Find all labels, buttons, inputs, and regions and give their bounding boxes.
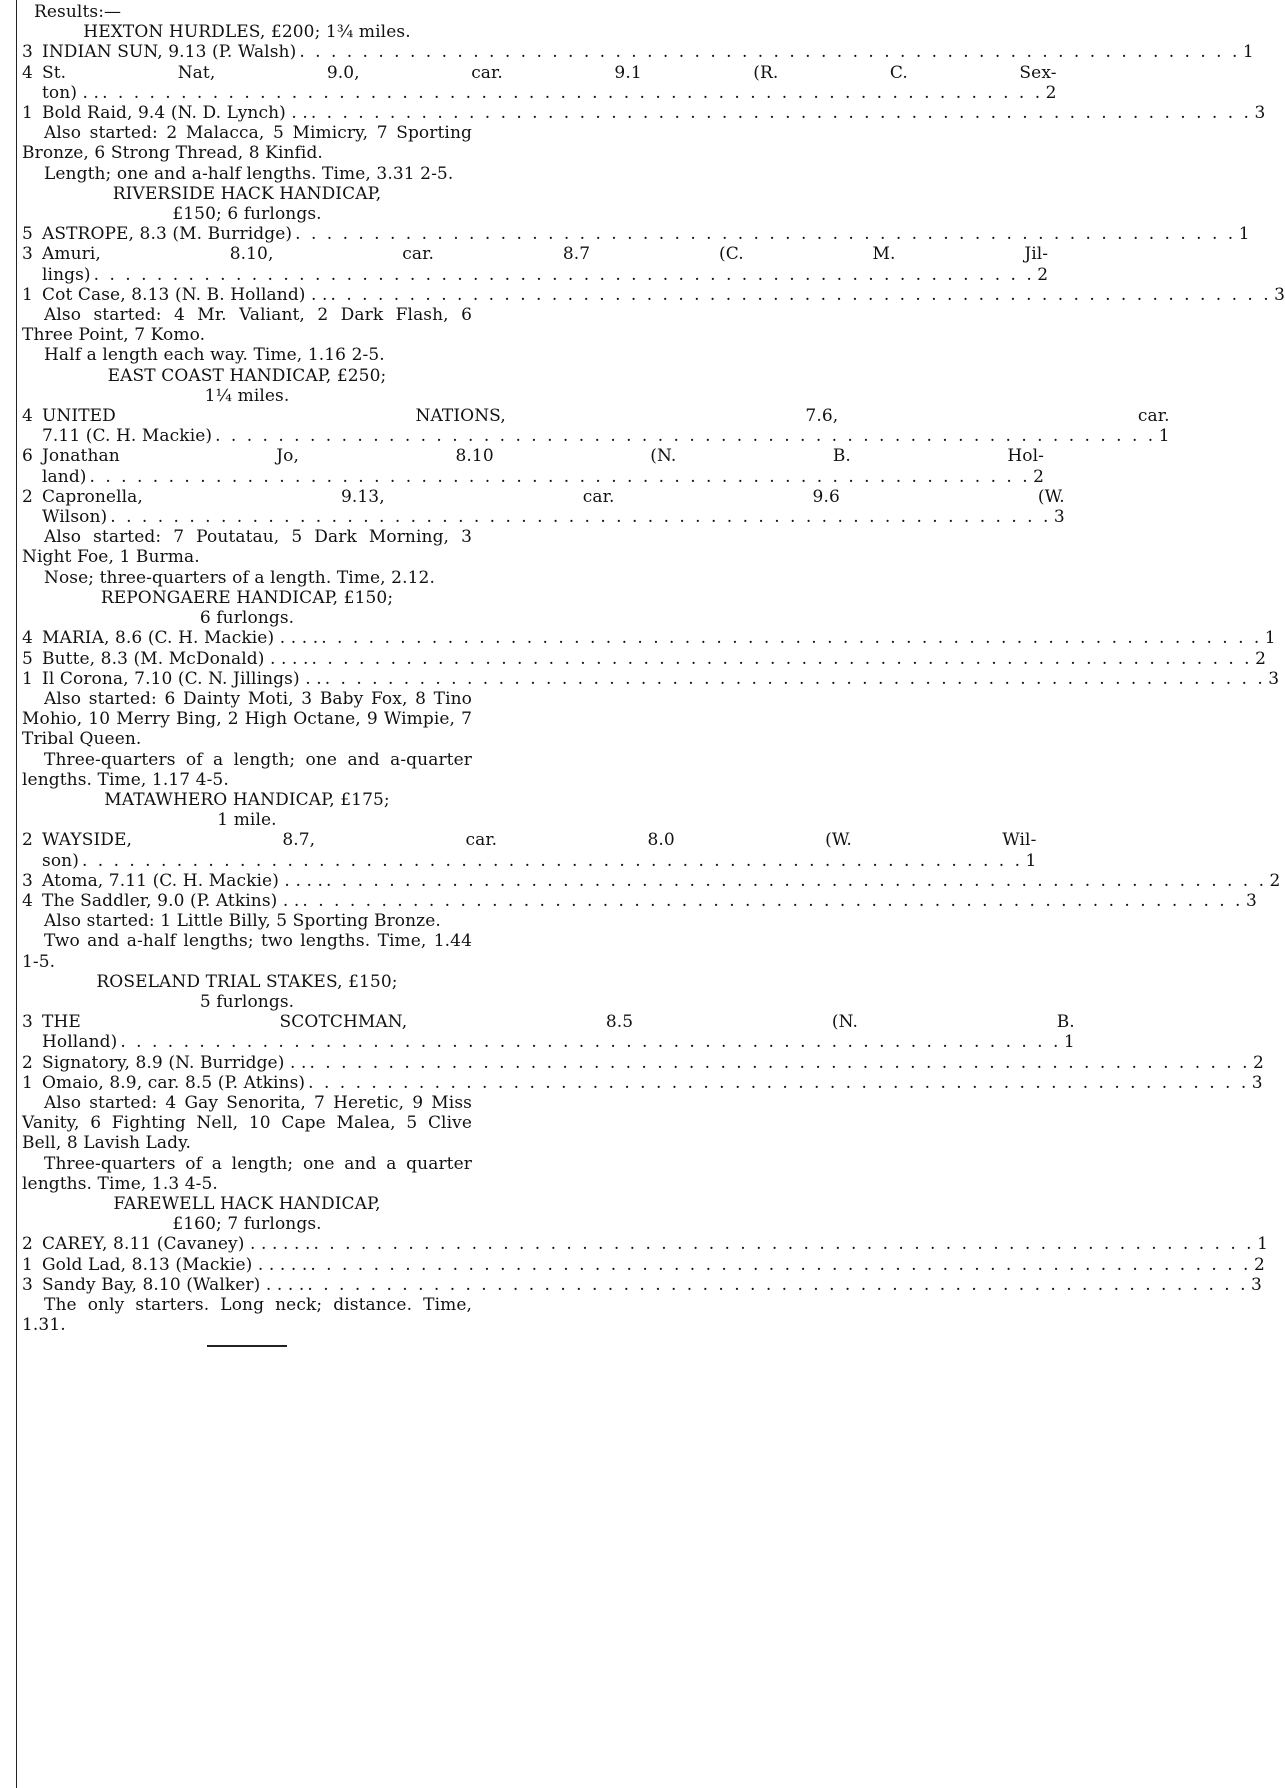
race-subtitle: 6 furlongs.: [199, 608, 295, 629]
result-entry: [22, 244, 1049, 285]
race-title: EAST COAST HANDICAP, £250;: [107, 365, 387, 386]
leader-dots: . . . . . . . . . . . . . . . . . . . . . . . . . . . . . . . . . . . . . . . . . . . . . . . . . . . . . . . . . . . .: [89, 466, 1031, 487]
entry-text: [42, 669, 1279, 689]
entry-line: [42, 1275, 1262, 1295]
entry-line-text: ASTROPE, 8.3 (M. Burridge): [42, 224, 293, 245]
barrier-number: 1: [22, 103, 33, 124]
leader-dots: . . . . . . . . . . . . . . . . . . . . . . . . . . . . . . . . . . . . . . . . . . . . . . . . . . . . . . . . . . . .: [81, 850, 1023, 871]
entry-text: [42, 1053, 1264, 1073]
margins-and-time: Length; one and a-half lengths. Time, 3.31 2-5.: [44, 163, 454, 184]
race-section: [22, 789, 1281, 972]
race-results-column: [22, 2, 1285, 1347]
entry-text: [42, 628, 1276, 648]
finishing-place: 1: [1025, 850, 1037, 871]
result-entry: [22, 42, 1254, 63]
entry-line-text: Butte, 8.3 (M. McDonald) . . . .: [42, 648, 309, 669]
entry-line-text: land): [42, 466, 87, 487]
race-subtitle: £150; 6 furlongs.: [172, 204, 322, 225]
margins-and-time: Three-quarters of a length; one and a quarter lengths. Time, 1.3 4-5.: [22, 1153, 472, 1194]
entry-text: [42, 285, 1285, 305]
entry-line-text: son): [42, 850, 79, 871]
entry-text: [42, 103, 1265, 123]
race-section: [22, 1193, 1268, 1336]
result-entry: [22, 406, 1170, 447]
entry-line: [42, 285, 1285, 305]
entry-line: [42, 628, 1276, 648]
finishing-place: 1: [1242, 42, 1254, 63]
leader-dots: . . . . . . . . . . . . . . . . . . . . . . . . . . . . . . . . . . . . . . . . . . . . . . . . . . . . . . . . . . . .: [110, 507, 1051, 528]
entry-line: [42, 42, 1254, 62]
result-entry: [22, 446, 1045, 487]
result-entry: [22, 1072, 1263, 1093]
result-entry: [22, 1254, 1265, 1275]
finishing-place: 1: [1264, 628, 1276, 649]
column-rule: [16, 0, 17, 1788]
entry-line: St. Nat, 9.0, car. 9.1 (R. C. Sex-: [42, 62, 1057, 83]
entry-line: WAYSIDE, 8.7, car. 8.0 (W. Wil-: [42, 830, 1037, 851]
entry-line-text: The Saddler, 9.0 (P. Atkins) . .: [42, 890, 300, 911]
leader-dots: . . . . . . . . . . . . . . . . . . . . . . . . . . . . . . . . . . . . . . . . . . . . . . . . . . . . . . . . . . . .: [120, 1032, 1061, 1053]
entry-line-text: Wilson): [42, 507, 108, 528]
entry-line: [42, 649, 1266, 669]
barrier-number: 5: [22, 224, 33, 245]
barrier-number: 4: [22, 406, 33, 427]
entry-text: [42, 871, 1280, 891]
entry-line-text: Sandy Bay, 8.10 (Walker) . . . .: [42, 1274, 305, 1295]
finishing-place: 3: [1053, 507, 1065, 528]
result-entry: [22, 103, 1266, 124]
race-title: ROSELAND TRIAL STAKES, £150;: [96, 971, 398, 992]
entry-line: [42, 507, 1065, 527]
leader-dots: . . . . . . . . . . . . . . . . . . . . . . . . . . . . . . . . . . . . . . . . . . . . . . . . . . . . . . . . . . . .: [215, 426, 1156, 447]
barrier-number: 3: [22, 1012, 33, 1033]
margins-and-time: Nose; three-quarters of a length. Time, 2.12.: [44, 567, 435, 588]
margins-and-time: Two and a-half lengths; two lengths. Time, 1.44 1-5.: [22, 931, 472, 972]
result-entry: [22, 1052, 1264, 1073]
finishing-place: 1: [1257, 1234, 1268, 1255]
entry-line: [42, 103, 1265, 123]
leader-dots: . . . . . . . . . . . . . . . . . . . . . . . . . . . . . . . . . . . . . . . . . . . . . . . . . . . . . . . . . . . .: [93, 264, 1035, 285]
entry-line-text: Holland): [42, 1032, 118, 1053]
entry-text: [42, 830, 1036, 870]
entry-line-text: Atoma, 7.11 (C. H. Mackie) . . . .: [42, 870, 323, 891]
entry-line: [42, 426, 1170, 446]
entry-line-text: 7.11 (C. H. Mackie): [42, 426, 213, 447]
result-entry: [22, 62, 1057, 103]
finishing-place: 1: [1238, 224, 1250, 245]
race-subtitle: £160; 7 furlongs.: [172, 1214, 322, 1235]
entry-line-text: Il Corona, 7.10 (C. N. Jillings) . .: [42, 668, 322, 689]
leader-dots: . . . . . . . . . . . . . . . . . . . . . . . . . . . . . . . . . . . . . . . . . . . . . . . . . . . . . . . . . . . .: [321, 628, 1262, 649]
entry-line: [42, 83, 1057, 103]
race-title: REPONGAERE HANDICAP, £150;: [100, 587, 394, 608]
race-title: HEXTON HURDLES, £200; 1¾ miles.: [83, 22, 411, 43]
entry-line: [42, 871, 1280, 891]
result-entry: [22, 486, 1065, 528]
leader-dots: . . . . . . . . . . . . . . . . . . . . . . . . . . . . . . . . . . . . . . . . . . . . . . . . . . . . . . . . . . . .: [102, 82, 1043, 103]
leader-dots: . . . . . . . . . . . . . . . . . . . . . . . . . . . . . . . . . . . . . . . . . . . . . . . . . . . . . . . . . . . .: [310, 1254, 1251, 1275]
barrier-number: 2: [22, 1052, 33, 1073]
barrier-number: 5: [22, 648, 33, 669]
finishing-place: 3: [1251, 1072, 1263, 1093]
race-title: FAREWELL HACK HANDICAP,: [113, 1193, 381, 1214]
race-section: [22, 183, 1285, 366]
barrier-number: 2: [22, 1234, 33, 1255]
entry-text: [42, 224, 1250, 244]
entry-line: Jonathan Jo, 8.10 (N. B. Hol-: [42, 446, 1045, 467]
entry-line-text: Cot Case, 8.13 (N. B. Holland) . .: [42, 284, 328, 305]
entry-line-text: Signatory, 8.9 (N. Burridge) . .: [42, 1052, 307, 1073]
result-entry: [22, 1012, 1075, 1053]
leader-dots: . . . . . . . . . . . . . . . . . . . . . . . . . . . . . . . . . . . . . . . . . . . . . . . . . . . . . . . . . . . .: [311, 648, 1253, 669]
race-section: [22, 22, 1266, 184]
barrier-number: 1: [22, 1254, 33, 1275]
finishing-place: 3: [1245, 890, 1257, 911]
entry-text: [42, 1012, 1075, 1052]
result-entry: [22, 1234, 1268, 1255]
leader-dots: . . . . . . . . . . . . . . . . . . . . . . . . . . . . . . . . . . . . . . . . . . . . . . . . . . . . . . . . . . . .: [325, 870, 1267, 891]
finishing-place: 2: [1253, 1254, 1265, 1275]
finishing-place: 3: [1268, 668, 1280, 689]
entry-text: [42, 1275, 1262, 1295]
also-started: Also started: 4 Gay Senorita, 7 Heretic, 9 Miss Vanity, 6 Fighting Nell, 10 Cape Malea, 5 Clive Bell, 8 Lavish Lady.: [22, 1092, 472, 1154]
entry-text: [42, 1073, 1263, 1093]
entry-text: [42, 446, 1044, 486]
barrier-number: 4: [22, 62, 33, 83]
race-title: RIVERSIDE HACK HANDICAP,: [112, 183, 382, 204]
entry-line: [42, 1073, 1263, 1093]
barrier-number: 4: [22, 890, 33, 911]
barrier-number: 1: [22, 1072, 33, 1093]
race-section: [22, 365, 1170, 588]
entry-line-text: Gold Lad, 8.13 (Mackie) . . . . .: [42, 1254, 308, 1275]
entry-text: [42, 406, 1170, 446]
entry-line-text: INDIAN SUN, 9.13 (P. Walsh): [42, 42, 297, 63]
result-entry: [22, 870, 1281, 891]
result-entry: [22, 668, 1280, 689]
finishing-place: 3: [1254, 103, 1266, 124]
finishing-place: 2: [1253, 1052, 1264, 1073]
entry-text: [42, 487, 1065, 527]
entry-line: [42, 1032, 1075, 1052]
entry-line: THE SCOTCHMAN, 8.5 (N. B.: [42, 1012, 1075, 1033]
entry-line-text: lings): [42, 264, 91, 285]
barrier-number: 3: [22, 42, 33, 63]
end-rule: [207, 1345, 287, 1347]
leader-dots: . . . . . . . . . . . . . . . . . . . . . . . . . . . . . . . . . . . . . . . . . . . . . . . . . . . . . . . . . . . .: [295, 224, 1236, 245]
margins-and-time: The only starters. Long neck; distance. Time, 1.31.: [22, 1295, 472, 1336]
leader-dots: . . . . . . . . . . . . . . . . . . . . . . . . . . . . . . . . . . . . . . . . . . . . . . . . . . . . . . . . . . . .: [330, 284, 1272, 305]
result-entry: [22, 890, 1257, 911]
barrier-number: 2: [22, 830, 33, 851]
entry-text: [42, 42, 1254, 62]
results-header: Results:—: [34, 2, 122, 22]
entry-line: [42, 851, 1036, 871]
entry-line: [42, 467, 1044, 487]
finishing-place: 2: [1255, 648, 1267, 669]
barrier-number: 2: [22, 486, 33, 507]
race-section: [22, 971, 1264, 1194]
also-started: Also started: 1 Little Billy, 5 Sporting Bronze.: [44, 911, 441, 932]
entry-line: [42, 224, 1250, 244]
leader-dots: . . . . . . . . . . . . . . . . . . . . . . . . . . . . . . . . . . . . . . . . . . . . . . . . . . . . . . . . . . . .: [299, 42, 1240, 63]
barrier-number: 1: [22, 668, 33, 689]
also-started: Also started: 4 Mr. Valiant, 2 Dark Flash, 6 Three Point, 7 Komo.: [22, 305, 472, 346]
barrier-number: 1: [22, 284, 33, 305]
entry-line-text: CAREY, 8.11 (Cavaney) . . . . . .: [42, 1234, 311, 1255]
margins-and-time: Half a length each way. Time, 1.16 2-5.: [44, 345, 385, 366]
race-subtitle: 1 mile.: [217, 810, 277, 831]
barrier-number: 3: [22, 244, 33, 265]
barrier-number: 4: [22, 628, 33, 649]
entry-line: Capronella, 9.13, car. 9.6 (W.: [42, 486, 1065, 507]
leader-dots: . . . . . . . . . . . . . . . . . . . . . . . . . . . . . . . . . . . . . . . . . . . . . . . . . . . . . . . . . . . .: [324, 668, 1266, 689]
finishing-place: 3: [1250, 1274, 1262, 1295]
finishing-place: 1: [1158, 426, 1170, 447]
entry-line: [42, 265, 1048, 285]
result-entry: [22, 628, 1276, 649]
entry-line: [42, 1255, 1265, 1275]
result-entry: [22, 224, 1250, 245]
also-started: Also started: 2 Malacca, 5 Mimicry, 7 Sporting Bronze, 6 Strong Thread, 8 Kinfid.: [22, 123, 472, 164]
result-entry: [22, 830, 1037, 871]
race-subtitle: 1¼ miles.: [204, 385, 290, 406]
entry-line: [42, 1053, 1264, 1073]
entry-line-text: ton) . .: [42, 82, 100, 103]
entry-line: Amuri, 8.10, car. 8.7 (C. M. Jil-: [42, 244, 1049, 265]
result-entry: [22, 1274, 1262, 1295]
finishing-place: 2: [1269, 870, 1281, 891]
result-entry: [22, 648, 1267, 669]
race-section: [22, 587, 1280, 790]
leader-dots: . . . . . . . . . . . . . . . . . . . . . . . . . . . . . . . . . . . . . . . . . . . . . . . . . . . . . . . . . . . .: [313, 1234, 1255, 1255]
race-title: MATAWHERO HANDICAP, £175;: [104, 789, 390, 810]
margins-and-time: Three-quarters of a length; one and a-quarter lengths. Time, 1.17 4-5.: [22, 749, 472, 790]
entry-line: UNITED NATIONS, 7.6, car.: [42, 406, 1170, 427]
finishing-place: 3: [1274, 284, 1285, 305]
result-entry: [22, 284, 1285, 305]
finishing-place: 2: [1045, 82, 1057, 103]
entry-line: [42, 1234, 1268, 1254]
entry-line-text: Bold Raid, 9.4 (N. D. Lynch) . .: [42, 103, 308, 124]
entry-text: [42, 1255, 1265, 1275]
race-subtitle: 5 furlongs.: [199, 991, 295, 1012]
leader-dots: . . . . . . . . . . . . . . . . . . . . . . . . . . . . . . . . . . . . . . . . . . . . . . . . . . . . . . . . . . . .: [302, 890, 1243, 911]
finishing-place: 2: [1037, 264, 1049, 285]
barrier-number: 3: [22, 870, 33, 891]
also-started: Also started: 6 Dainty Moti, 3 Baby Fox, 8 Tino Mohio, 10 Merry Bing, 2 High Octane, 9 Wimpie, 7 Tribal Queen.: [22, 688, 472, 750]
leader-dots: . . . . . . . . . . . . . . . . . . . . . . . . . . . . . . . . . . . . . . . . . . . . . . . . . . . . . . . . . . . .: [310, 103, 1252, 124]
entry-text: [42, 244, 1048, 284]
leader-dots: . . . . . . . . . . . . . . . . . . . . . . . . . . . . . . . . . . . . . . . . . . . . . . . . . . . . . . . . . . . .: [307, 1274, 1248, 1295]
entry-line: [42, 669, 1279, 689]
barrier-number: 3: [22, 1274, 33, 1295]
entry-line: [42, 891, 1257, 911]
entry-text: [42, 63, 1057, 103]
entry-text: [42, 1234, 1268, 1254]
entry-text: [42, 649, 1266, 669]
leader-dots: . . . . . . . . . . . . . . . . . . . . . . . . . . . . . . . . . . . . . . . . . . . . . . . . . . . . . . . . . . . .: [309, 1052, 1251, 1073]
entry-text: [42, 891, 1257, 911]
barrier-number: 6: [22, 446, 33, 467]
finishing-place: 2: [1033, 466, 1045, 487]
leader-dots: . . . . . . . . . . . . . . . . . . . . . . . . . . . . . . . . . . . . . . . . . . . . . . . . . . . . . . . . . . . .: [308, 1072, 1249, 1093]
also-started: Also started: 7 Poutatau, 5 Dark Morning, 3 Night Foe, 1 Burma.: [22, 527, 472, 568]
entry-line-text: MARIA, 8.6 (C. H. Mackie) . . . .: [42, 628, 319, 649]
entry-line-text: Omaio, 8.9, car. 8.5 (P. Atkins): [42, 1072, 306, 1093]
finishing-place: 1: [1063, 1032, 1075, 1053]
